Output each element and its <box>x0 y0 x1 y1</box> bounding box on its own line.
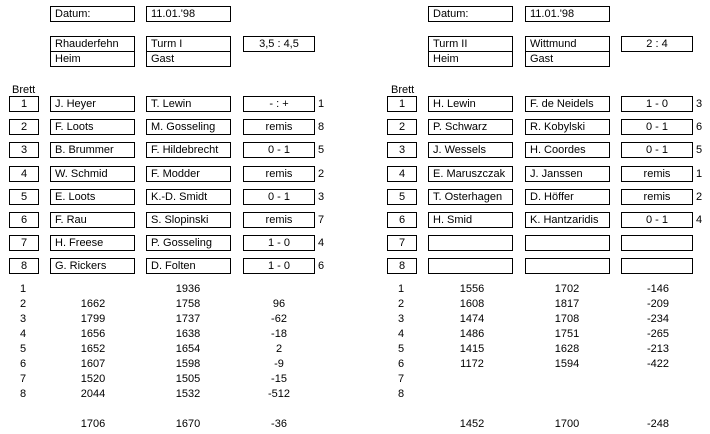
result-field[interactable]: remis <box>243 212 315 228</box>
rating-row-number: 6 <box>20 358 27 370</box>
rating-diff: -146 <box>646 283 670 295</box>
board-index: 3 <box>318 191 325 203</box>
left-home-team-field[interactable]: Rhauderfehn <box>50 36 135 52</box>
rating-guest: 1638 <box>175 328 201 340</box>
home-player-field[interactable]: E. Maruszczak <box>428 166 513 182</box>
rating-row-number: 6 <box>398 358 405 370</box>
board-number: 8 <box>387 258 417 274</box>
right-match-score[interactable]: 2 : 4 <box>621 36 693 52</box>
guest-player-field[interactable]: J. Janssen <box>525 166 610 182</box>
rating-guest: 1817 <box>554 298 580 310</box>
rating-diff: -209 <box>646 298 670 310</box>
home-player-field[interactable] <box>428 258 513 274</box>
rating-row-number: 1 <box>20 283 27 295</box>
right-guest-team-field[interactable]: Wittmund <box>525 36 610 52</box>
rating-guest: 1598 <box>175 358 201 370</box>
rating-home: 2044 <box>80 388 106 400</box>
result-field[interactable]: remis <box>621 189 693 205</box>
rating-guest: 1758 <box>175 298 201 310</box>
board-number: 5 <box>387 189 417 205</box>
guest-player-field[interactable]: M. Gosseling <box>146 119 231 135</box>
board-index: 1 <box>696 168 703 180</box>
home-player-field[interactable]: J. Wessels <box>428 142 513 158</box>
board-index: 5 <box>696 144 703 156</box>
board-number: 6 <box>387 212 417 228</box>
guest-player-field[interactable]: F. Hildebrecht <box>146 142 231 158</box>
home-player-field[interactable]: H. Freese <box>50 235 135 251</box>
left-brett-header: Brett <box>12 84 36 96</box>
rating-guest: 1505 <box>175 373 201 385</box>
home-player-field[interactable]: H. Smid <box>428 212 513 228</box>
home-player-field[interactable]: B. Brummer <box>50 142 135 158</box>
board-number: 1 <box>9 96 39 112</box>
rating-home: 1474 <box>459 313 485 325</box>
board-number: 2 <box>9 119 39 135</box>
result-field[interactable]: remis <box>243 119 315 135</box>
home-player-field[interactable]: F. Rau <box>50 212 135 228</box>
rating-home: 1607 <box>80 358 106 370</box>
rating-guest: 1708 <box>554 313 580 325</box>
rating-row-number: 7 <box>20 373 27 385</box>
board-number: 6 <box>9 212 39 228</box>
board-index: 4 <box>318 237 325 249</box>
result-field[interactable]: 0 - 1 <box>621 212 693 228</box>
rating-row-number: 4 <box>398 328 405 340</box>
home-player-field[interactable]: J. Heyer <box>50 96 135 112</box>
guest-player-field[interactable]: R. Kobylski <box>525 119 610 135</box>
rating-row-number: 3 <box>20 313 27 325</box>
home-player-field[interactable]: W. Schmid <box>50 166 135 182</box>
rating-home: 1652 <box>80 343 106 355</box>
rating-diff: -512 <box>267 388 291 400</box>
right-brett-header: Brett <box>391 84 415 96</box>
left-date-field[interactable]: 11.01.'98 <box>146 6 231 22</box>
board-index: 6 <box>696 121 703 133</box>
right-guest-label: Gast <box>525 51 610 67</box>
rating-diff-total: -36 <box>271 418 287 430</box>
rating-home-average: 1706 <box>80 418 106 430</box>
home-player-field[interactable]: H. Lewin <box>428 96 513 112</box>
left-guest-label: Gast <box>146 51 231 67</box>
guest-player-field[interactable] <box>525 235 610 251</box>
right-date-field[interactable]: 11.01.'98 <box>525 6 610 22</box>
rating-guest: 1737 <box>175 313 201 325</box>
guest-player-field[interactable]: K.-D. Smidt <box>146 189 231 205</box>
board-index: 2 <box>696 191 703 203</box>
board-number: 2 <box>387 119 417 135</box>
guest-player-field[interactable]: D. Höffer <box>525 189 610 205</box>
rating-diff: 2 <box>275 343 283 355</box>
board-number: 4 <box>387 166 417 182</box>
left-datum-label: Datum: <box>50 6 135 22</box>
home-player-field[interactable] <box>428 235 513 251</box>
guest-player-field[interactable]: F. de Neidels <box>525 96 610 112</box>
board-index: 1 <box>318 98 325 110</box>
rating-row-number: 4 <box>20 328 27 340</box>
rating-row-number: 2 <box>20 298 27 310</box>
board-number: 8 <box>9 258 39 274</box>
result-field[interactable]: 0 - 1 <box>243 189 315 205</box>
rating-row-number: 5 <box>20 343 27 355</box>
guest-player-field[interactable]: P. Gosseling <box>146 235 231 251</box>
rating-guest: 1532 <box>175 388 201 400</box>
left-guest-team-field[interactable]: Turm I <box>146 36 231 52</box>
board-index: 2 <box>318 168 325 180</box>
guest-player-field[interactable]: H. Coordes <box>525 142 610 158</box>
board-index: 6 <box>318 260 325 272</box>
result-field[interactable]: 1 - 0 <box>243 235 315 251</box>
right-datum-label: Datum: <box>428 6 513 22</box>
result-field[interactable]: 0 - 1 <box>621 119 693 135</box>
rating-row-number: 8 <box>20 388 27 400</box>
rating-guest: 1628 <box>554 343 580 355</box>
rating-guest: 1936 <box>175 283 201 295</box>
rating-row-number: 2 <box>398 298 405 310</box>
right-home-label: Heim <box>428 51 513 67</box>
rating-row-number: 3 <box>398 313 405 325</box>
home-player-field[interactable]: G. Rickers <box>50 258 135 274</box>
guest-player-field[interactable]: S. Slopinski <box>146 212 231 228</box>
board-number: 7 <box>9 235 39 251</box>
rating-row-number: 1 <box>398 283 405 295</box>
left-home-label: Heim <box>50 51 135 67</box>
left-match-score[interactable]: 3,5 : 4,5 <box>243 36 315 52</box>
guest-player-field[interactable] <box>525 258 610 274</box>
rating-home: 1486 <box>459 328 485 340</box>
guest-player-field[interactable]: K. Hantzaridis <box>525 212 610 228</box>
guest-player-field[interactable]: F. Modder <box>146 166 231 182</box>
rating-home: 1662 <box>80 298 106 310</box>
rating-home: 1799 <box>80 313 106 325</box>
rating-row-number: 5 <box>398 343 405 355</box>
rating-diff: -422 <box>646 358 670 370</box>
result-field[interactable]: - : + <box>243 96 315 112</box>
rating-guest: 1702 <box>554 283 580 295</box>
board-number: 4 <box>9 166 39 182</box>
result-field[interactable]: 0 - 1 <box>621 142 693 158</box>
rating-diff-total: -248 <box>646 418 670 430</box>
board-index: 3 <box>696 98 703 110</box>
rating-guest: 1751 <box>554 328 580 340</box>
board-index: 8 <box>318 121 325 133</box>
rating-diff: -15 <box>271 373 287 385</box>
rating-guest-average: 1700 <box>554 418 580 430</box>
rating-diff: -62 <box>271 313 287 325</box>
home-player-field[interactable]: E. Loots <box>50 189 135 205</box>
rating-home: 1656 <box>80 328 106 340</box>
rating-diff: -213 <box>646 343 670 355</box>
guest-player-field[interactable]: D. Folten <box>146 258 231 274</box>
result-field[interactable]: remis <box>621 166 693 182</box>
rating-row-number: 8 <box>398 388 405 400</box>
rating-home: 1172 <box>460 358 484 370</box>
rating-guest-average: 1670 <box>175 418 201 430</box>
rating-diff: -9 <box>274 358 284 370</box>
result-field[interactable] <box>621 235 693 251</box>
rating-guest: 1654 <box>175 343 201 355</box>
rating-home: 1556 <box>459 283 485 295</box>
rating-home: 1415 <box>459 343 485 355</box>
board-number: 7 <box>387 235 417 251</box>
rating-home-average: 1452 <box>459 418 485 430</box>
board-index: 4 <box>696 214 703 226</box>
rating-guest: 1594 <box>554 358 580 370</box>
guest-player-field[interactable]: T. Lewin <box>146 96 231 112</box>
board-index: 5 <box>318 144 325 156</box>
right-home-team-field[interactable]: Turm II <box>428 36 513 52</box>
rating-home: 1520 <box>80 373 106 385</box>
rating-diff: -265 <box>646 328 670 340</box>
board-index: 7 <box>318 214 325 226</box>
home-player-field[interactable]: P. Schwarz <box>428 119 513 135</box>
board-number: 3 <box>9 142 39 158</box>
result-field[interactable] <box>621 258 693 274</box>
board-number: 1 <box>387 96 417 112</box>
home-player-field[interactable]: T. Osterhagen <box>428 189 513 205</box>
rating-diff: -18 <box>271 328 287 340</box>
result-field[interactable]: 1 - 0 <box>243 258 315 274</box>
rating-home: 1608 <box>459 298 485 310</box>
result-field[interactable]: 1 - 0 <box>621 96 693 112</box>
board-number: 5 <box>9 189 39 205</box>
result-field[interactable]: remis <box>243 166 315 182</box>
rating-diff: -234 <box>646 313 670 325</box>
home-player-field[interactable]: F. Loots <box>50 119 135 135</box>
result-field[interactable]: 0 - 1 <box>243 142 315 158</box>
board-number: 3 <box>387 142 417 158</box>
rating-diff: 96 <box>272 298 286 310</box>
rating-row-number: 7 <box>398 373 405 385</box>
